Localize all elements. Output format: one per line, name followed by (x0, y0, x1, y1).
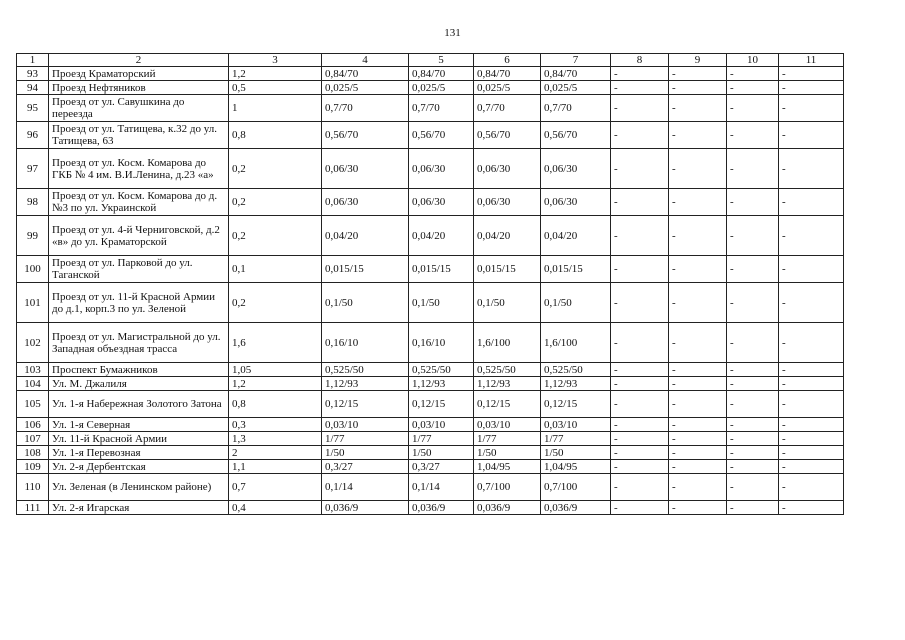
empty-cell: - (779, 95, 844, 122)
value-cell: 0,1/14 (322, 474, 409, 501)
value-cell: 0,7/100 (541, 474, 611, 501)
table-row (17, 81, 844, 95)
empty-cell: - (727, 474, 779, 501)
value-cell: 0,04/20 (322, 216, 409, 256)
empty-cell: - (611, 283, 669, 323)
empty-cell: - (779, 363, 844, 377)
empty-cell: - (611, 418, 669, 432)
value-cell: 0,84/70 (409, 67, 474, 81)
column-header: 9 (669, 54, 727, 67)
value-cell: 0,7/70 (409, 95, 474, 122)
row-number-cell: 99 (17, 216, 49, 256)
empty-cell: - (727, 363, 779, 377)
value-cell: 0,525/50 (541, 363, 611, 377)
value-cell: 1/77 (322, 432, 409, 446)
table-row (17, 189, 844, 216)
empty-cell: - (779, 81, 844, 95)
road-name-cell: Ул. Зеленая (в Ленинском районе) (49, 474, 229, 501)
value-cell: 0,16/10 (409, 323, 474, 363)
road-name-cell: Ул. 1-я Набережная Золотого Затона (49, 391, 229, 418)
road-name-cell: Проезд от ул. Савушкина до переезда (49, 95, 229, 122)
empty-cell: - (779, 501, 844, 515)
length-cell: 0,8 (229, 391, 322, 418)
empty-cell: - (669, 95, 727, 122)
value-cell: 0,56/70 (541, 122, 611, 149)
value-cell: 1/50 (322, 446, 409, 460)
value-cell: 0,7/70 (322, 95, 409, 122)
value-cell: 0,06/30 (474, 189, 541, 216)
empty-cell: - (611, 122, 669, 149)
value-cell: 1,04/95 (474, 460, 541, 474)
value-cell: 0,036/9 (541, 501, 611, 515)
empty-cell: - (669, 189, 727, 216)
length-cell: 1,05 (229, 363, 322, 377)
column-header: 3 (229, 54, 322, 67)
value-cell: 0,025/5 (541, 81, 611, 95)
road-name-cell: Ул. 2-я Игарская (49, 501, 229, 515)
empty-cell: - (727, 460, 779, 474)
empty-cell: - (611, 216, 669, 256)
road-name-cell: Проезд Нефтяников (49, 81, 229, 95)
value-cell: 0,025/5 (409, 81, 474, 95)
empty-cell: - (611, 391, 669, 418)
table-row (17, 363, 844, 377)
empty-cell: - (779, 122, 844, 149)
empty-cell: - (611, 189, 669, 216)
value-cell: 0,04/20 (541, 216, 611, 256)
row-number-cell: 94 (17, 81, 49, 95)
road-name-cell: Проезд Краматорский (49, 67, 229, 81)
value-cell: 0,036/9 (474, 501, 541, 515)
value-cell: 0,015/15 (409, 256, 474, 283)
table-row (17, 432, 844, 446)
value-cell: 0,03/10 (409, 418, 474, 432)
value-cell: 0,56/70 (322, 122, 409, 149)
table-row (17, 418, 844, 432)
value-cell: 0,7/70 (474, 95, 541, 122)
table-row (17, 283, 844, 323)
length-cell: 0,7 (229, 474, 322, 501)
column-header: 10 (727, 54, 779, 67)
length-cell: 1,2 (229, 377, 322, 391)
row-number-cell: 100 (17, 256, 49, 283)
empty-cell: - (779, 460, 844, 474)
value-cell: 0,84/70 (322, 67, 409, 81)
empty-cell: - (669, 122, 727, 149)
value-cell: 0,06/30 (474, 149, 541, 189)
empty-cell: - (779, 377, 844, 391)
empty-cell: - (669, 432, 727, 446)
empty-cell: - (669, 216, 727, 256)
empty-cell: - (669, 67, 727, 81)
row-number-cell: 98 (17, 189, 49, 216)
empty-cell: - (727, 501, 779, 515)
empty-cell: - (611, 95, 669, 122)
header-row (17, 54, 844, 67)
length-cell: 1,6 (229, 323, 322, 363)
length-cell: 0,2 (229, 283, 322, 323)
value-cell: 0,12/15 (409, 391, 474, 418)
value-cell: 0,015/15 (474, 256, 541, 283)
value-cell: 0,525/50 (409, 363, 474, 377)
empty-cell: - (669, 377, 727, 391)
table-row (17, 216, 844, 256)
empty-cell: - (779, 418, 844, 432)
value-cell: 1/50 (409, 446, 474, 460)
table-row (17, 474, 844, 501)
length-cell: 0,3 (229, 418, 322, 432)
value-cell: 1/50 (541, 446, 611, 460)
row-number-cell: 97 (17, 149, 49, 189)
empty-cell: - (727, 418, 779, 432)
table-row (17, 377, 844, 391)
table-row (17, 256, 844, 283)
value-cell: 0,06/30 (541, 189, 611, 216)
row-number-cell: 95 (17, 95, 49, 122)
road-name-cell: Ул. 1-я Перевозная (49, 446, 229, 460)
road-name-cell: Проезд от ул. Косм. Комарова до д.№3 по ул. Украинской (49, 189, 229, 216)
value-cell: 1/50 (474, 446, 541, 460)
empty-cell: - (727, 377, 779, 391)
value-cell: 1/77 (474, 432, 541, 446)
value-cell: 1,12/93 (541, 377, 611, 391)
empty-cell: - (669, 460, 727, 474)
empty-cell: - (779, 391, 844, 418)
empty-cell: - (669, 256, 727, 283)
value-cell: 0,015/15 (541, 256, 611, 283)
empty-cell: - (611, 81, 669, 95)
empty-cell: - (779, 283, 844, 323)
value-cell: 0,84/70 (474, 67, 541, 81)
road-name-cell: Проезд от ул. Татищева, к.32 до ул. Татищева, 63 (49, 122, 229, 149)
column-header: 8 (611, 54, 669, 67)
row-number-cell: 107 (17, 432, 49, 446)
table-row (17, 67, 844, 81)
value-cell: 0,12/15 (322, 391, 409, 418)
column-header: 6 (474, 54, 541, 67)
value-cell: 0,06/30 (322, 189, 409, 216)
road-name-cell: Проспект Бумажников (49, 363, 229, 377)
column-header: 1 (17, 54, 49, 67)
table-row (17, 460, 844, 474)
value-cell: 0,06/30 (541, 149, 611, 189)
empty-cell: - (727, 95, 779, 122)
empty-cell: - (611, 377, 669, 391)
empty-cell: - (727, 189, 779, 216)
value-cell: 0,1/50 (322, 283, 409, 323)
value-cell: 0,06/30 (409, 149, 474, 189)
empty-cell: - (779, 474, 844, 501)
table-row (17, 323, 844, 363)
value-cell: 0,3/27 (409, 460, 474, 474)
value-cell: 1,12/93 (322, 377, 409, 391)
road-name-cell: Ул. М. Джалиля (49, 377, 229, 391)
empty-cell: - (727, 256, 779, 283)
length-cell: 0,2 (229, 189, 322, 216)
value-cell: 0,16/10 (322, 323, 409, 363)
value-cell: 0,1/50 (474, 283, 541, 323)
row-number-cell: 110 (17, 474, 49, 501)
empty-cell: - (611, 474, 669, 501)
empty-cell: - (779, 67, 844, 81)
value-cell: 0,1/50 (541, 283, 611, 323)
empty-cell: - (669, 149, 727, 189)
length-cell: 0,2 (229, 216, 322, 256)
value-cell: 1/77 (409, 432, 474, 446)
column-header: 4 (322, 54, 409, 67)
table-row (17, 149, 844, 189)
column-header: 2 (49, 54, 229, 67)
value-cell: 0,015/15 (322, 256, 409, 283)
empty-cell: - (611, 67, 669, 81)
table-row (17, 446, 844, 460)
road-name-cell: Проезд от ул. 11-й Красной Армии до д.1, корп.3 по ул. Зеленой (49, 283, 229, 323)
empty-cell: - (669, 446, 727, 460)
length-cell: 0,8 (229, 122, 322, 149)
value-cell: 0,03/10 (541, 418, 611, 432)
row-number-cell: 103 (17, 363, 49, 377)
table-row (17, 501, 844, 515)
empty-cell: - (779, 149, 844, 189)
road-name-cell: Проезд от ул. Косм. Комарова до ГКБ № 4 им. В.И.Ленина, д.23 «а» (49, 149, 229, 189)
value-cell: 0,036/9 (322, 501, 409, 515)
empty-cell: - (727, 391, 779, 418)
value-cell: 0,1/14 (409, 474, 474, 501)
empty-cell: - (611, 363, 669, 377)
road-name-cell: Проезд от ул. Магистральной до ул. Западная объездная трасса (49, 323, 229, 363)
table-row (17, 391, 844, 418)
value-cell: 1,12/93 (474, 377, 541, 391)
row-number-cell: 93 (17, 67, 49, 81)
row-number-cell: 109 (17, 460, 49, 474)
length-cell: 2 (229, 446, 322, 460)
row-number-cell: 96 (17, 122, 49, 149)
value-cell: 0,04/20 (474, 216, 541, 256)
empty-cell: - (779, 216, 844, 256)
value-cell: 0,3/27 (322, 460, 409, 474)
value-cell: 0,12/15 (541, 391, 611, 418)
value-cell: 0,12/15 (474, 391, 541, 418)
row-number-cell: 106 (17, 418, 49, 432)
empty-cell: - (611, 149, 669, 189)
value-cell: 0,025/5 (322, 81, 409, 95)
row-number-cell: 104 (17, 377, 49, 391)
value-cell: 0,04/20 (409, 216, 474, 256)
empty-cell: - (611, 323, 669, 363)
table-row (17, 122, 844, 149)
value-cell: 0,56/70 (409, 122, 474, 149)
road-name-cell: Проезд от ул. Парковой до ул. Таганской (49, 256, 229, 283)
empty-cell: - (611, 460, 669, 474)
value-cell: 0,06/30 (409, 189, 474, 216)
value-cell: 0,56/70 (474, 122, 541, 149)
empty-cell: - (669, 363, 727, 377)
empty-cell: - (727, 216, 779, 256)
empty-cell: - (727, 81, 779, 95)
empty-cell: - (779, 189, 844, 216)
length-cell: 0,2 (229, 149, 322, 189)
table-body (17, 67, 844, 515)
value-cell: 0,7/70 (541, 95, 611, 122)
value-cell: 0,525/50 (322, 363, 409, 377)
row-number-cell: 111 (17, 501, 49, 515)
empty-cell: - (727, 432, 779, 446)
value-cell: 0,036/9 (409, 501, 474, 515)
page-number: 131 (444, 27, 461, 39)
roads-table (16, 53, 844, 515)
column-header: 7 (541, 54, 611, 67)
road-name-cell: Ул. 11-й Красной Армии (49, 432, 229, 446)
value-cell: 0,7/100 (474, 474, 541, 501)
empty-cell: - (727, 283, 779, 323)
length-cell: 0,1 (229, 256, 322, 283)
value-cell: 0,06/30 (322, 149, 409, 189)
length-cell: 0,5 (229, 81, 322, 95)
row-number-cell: 108 (17, 446, 49, 460)
empty-cell: - (779, 323, 844, 363)
empty-cell: - (669, 418, 727, 432)
row-number-cell: 102 (17, 323, 49, 363)
empty-cell: - (779, 432, 844, 446)
length-cell: 1,3 (229, 432, 322, 446)
row-number-cell: 105 (17, 391, 49, 418)
length-cell: 0,4 (229, 501, 322, 515)
empty-cell: - (611, 446, 669, 460)
empty-cell: - (779, 256, 844, 283)
value-cell: 1,12/93 (409, 377, 474, 391)
length-cell: 1,2 (229, 67, 322, 81)
length-cell: 1,1 (229, 460, 322, 474)
empty-cell: - (669, 323, 727, 363)
road-name-cell: Проезд от ул. 4-й Черниговской, д.2 «в» до ул. Краматорской (49, 216, 229, 256)
empty-cell: - (727, 149, 779, 189)
empty-cell: - (727, 323, 779, 363)
empty-cell: - (727, 446, 779, 460)
empty-cell: - (669, 391, 727, 418)
value-cell: 0,025/5 (474, 81, 541, 95)
length-cell: 1 (229, 95, 322, 122)
value-cell: 0,525/50 (474, 363, 541, 377)
empty-cell: - (669, 474, 727, 501)
table-row (17, 95, 844, 122)
empty-cell: - (611, 432, 669, 446)
empty-cell: - (669, 501, 727, 515)
empty-cell: - (611, 501, 669, 515)
empty-cell: - (779, 446, 844, 460)
value-cell: 1,04/95 (541, 460, 611, 474)
value-cell: 0,84/70 (541, 67, 611, 81)
value-cell: 0,03/10 (474, 418, 541, 432)
column-header: 5 (409, 54, 474, 67)
column-header: 11 (779, 54, 844, 67)
empty-cell: - (611, 256, 669, 283)
value-cell: 0,1/50 (409, 283, 474, 323)
value-cell: 0,03/10 (322, 418, 409, 432)
road-name-cell: Ул. 1-я Северная (49, 418, 229, 432)
empty-cell: - (727, 122, 779, 149)
empty-cell: - (669, 81, 727, 95)
empty-cell: - (669, 283, 727, 323)
row-number-cell: 101 (17, 283, 49, 323)
road-name-cell: Ул. 2-я Дербентская (49, 460, 229, 474)
value-cell: 1,6/100 (541, 323, 611, 363)
value-cell: 1,6/100 (474, 323, 541, 363)
value-cell: 1/77 (541, 432, 611, 446)
empty-cell: - (727, 67, 779, 81)
